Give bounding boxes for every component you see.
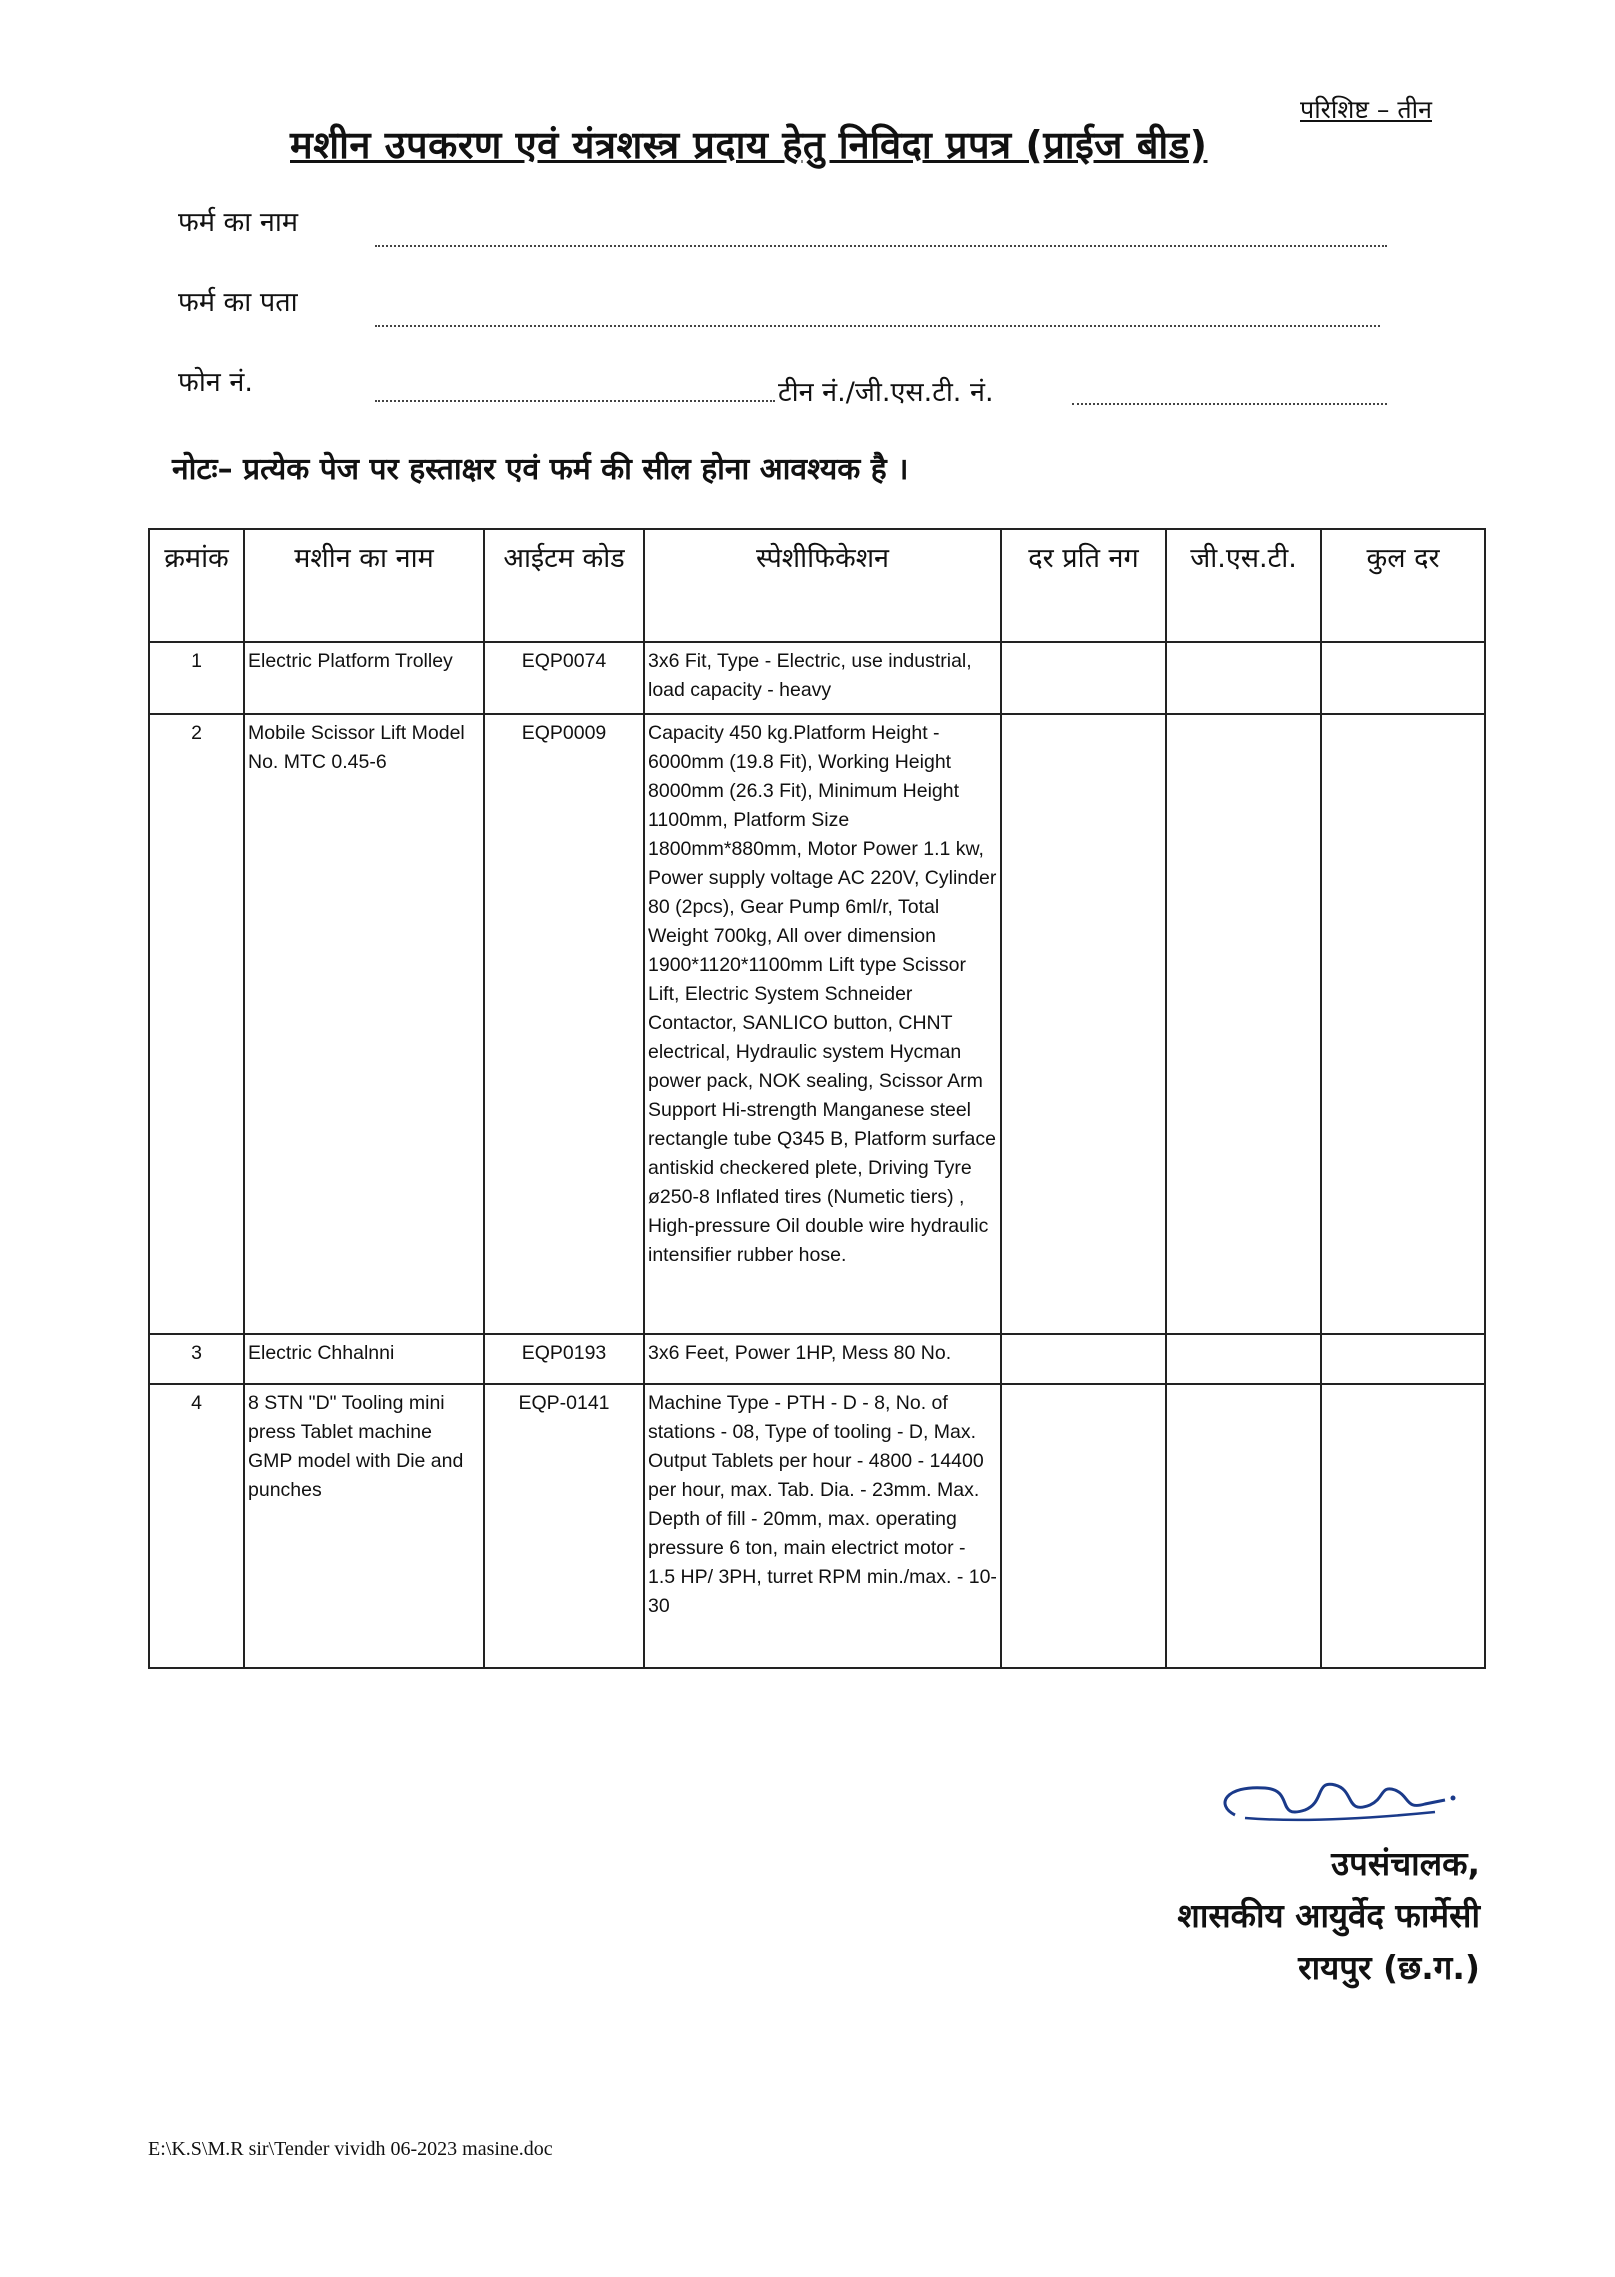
- cell-rate-input[interactable]: [1001, 714, 1166, 1334]
- table-row: [149, 714, 1485, 1334]
- cell-machine-name: Electric Platform Trolley: [244, 642, 484, 714]
- note-text: नोटः– प्रत्येक पेज पर हस्ताक्षर एवं फर्म की सील होना आवश्यक है ।: [172, 452, 909, 487]
- cell-sn: 1: [149, 642, 244, 714]
- header-machine-name: मशीन का नाम: [244, 529, 484, 642]
- firm-name-field[interactable]: [375, 245, 1387, 247]
- cell-total-input[interactable]: [1321, 714, 1485, 1334]
- cell-specification: 3x6 Feet, Power 1HP, Mess 80 No.: [644, 1334, 1001, 1384]
- firm-name-label: फर्म का नाम: [178, 207, 298, 238]
- tin-gst-label: टीन नं./जी.एस.टी. नं.: [778, 377, 994, 408]
- document-title: मशीन उपकरण एवं यंत्रशस्त्र प्रदाय हेतु निविदा प्रपत्र (प्राईज बीड): [290, 123, 1208, 167]
- phone-label: फोन नं.: [178, 367, 253, 398]
- table-header-row: [149, 529, 1485, 642]
- cell-item-code: EQP0009: [484, 714, 644, 1334]
- cell-specification: Capacity 450 kg.Platform Height - 6000mm (19.8 Fit), Working Height 8000mm (26.3 Fit), Minimum Height 1100mm, Platform Size 1800mm*880mm, Motor Power 1.1 kw, Power supply voltage AC 220V, Cylinder 80 (2pcs), Gear Pump 6ml/r, Total Weight 700kg, All over dimension 1900*1120*1100mm Lift type Scissor Lift, Electric System Schneider Contactor, SANLICO button, CHNT electrical, Hydraulic system Hycman power pack, NOK sealing, Scissor Arm Support Hi-strength Manganese steel rectangle tube Q345 B, Platform surface antiskid checkered plete, Driving Tyre ø250-8 Inflated tires (Numetic tiers) , High-pressure Oil double wire hydraulic intensifier rubber hose.: [644, 714, 1001, 1334]
- cell-machine-name: Electric Chhalnni: [244, 1334, 484, 1384]
- cell-sn: 4: [149, 1384, 244, 1668]
- signatory-office: शासकीय आयुर्वेद फार्मेसी: [1177, 1896, 1480, 1935]
- cell-gst-input[interactable]: [1166, 1334, 1321, 1384]
- header-item-code: आईटम कोड: [484, 529, 644, 642]
- signatory-block: [1177, 1838, 1480, 1994]
- firm-address-label: फर्म का पता: [178, 287, 298, 318]
- cell-specification: 3x6 Fit, Type - Electric, use industrial, load capacity - heavy: [644, 642, 1001, 714]
- header-sn: क्रमांक: [149, 529, 244, 642]
- cell-item-code: EQP-0141: [484, 1384, 644, 1668]
- cell-rate-input[interactable]: [1001, 1384, 1166, 1668]
- table-row: [149, 642, 1485, 714]
- price-bid-table: [148, 528, 1486, 1669]
- cell-total-input[interactable]: [1321, 642, 1485, 714]
- cell-gst-input[interactable]: [1166, 642, 1321, 714]
- phone-field[interactable]: [375, 400, 775, 402]
- cell-item-code: EQP0074: [484, 642, 644, 714]
- header-gst: जी.एस.टी.: [1166, 529, 1321, 642]
- header-total-rate: कुल दर: [1321, 529, 1485, 642]
- cell-sn: 2: [149, 714, 244, 1334]
- cell-machine-name: 8 STN "D" Tooling mini press Tablet machine GMP model with Die and punches: [244, 1384, 484, 1668]
- cell-total-input[interactable]: [1321, 1334, 1485, 1384]
- header-specification: स्पेशीफिकेशन: [644, 529, 1001, 642]
- cell-rate-input[interactable]: [1001, 642, 1166, 714]
- cell-gst-input[interactable]: [1166, 714, 1321, 1334]
- header-rate-per-unit: दर प्रति नग: [1001, 529, 1166, 642]
- firm-address-field[interactable]: [375, 325, 1380, 327]
- table-row: [149, 1334, 1485, 1384]
- cell-machine-name: Mobile Scissor Lift Model No. MTC 0.45-6: [244, 714, 484, 1334]
- cell-item-code: EQP0193: [484, 1334, 644, 1384]
- annex-label: परिशिष्ट – तीन: [1300, 95, 1432, 124]
- cell-sn: 3: [149, 1334, 244, 1384]
- cell-rate-input[interactable]: [1001, 1334, 1166, 1384]
- footer-file-path: E:\K.S\M.R sir\Tender vividh 06-2023 masine.doc: [148, 2138, 553, 2160]
- cell-specification: Machine Type - PTH - D - 8, No. of stations - 08, Type of tooling - D, Max. Output Tablets per hour - 4800 - 14400 per hour, max. Tab. Dia. - 23mm. Max. Depth of fill - 20mm, max. operating pressure 6 ton, main electrict motor - 1.5 HP/ 3PH, turret RPM min./max. - 10-30: [644, 1384, 1001, 1668]
- signatory-place: रायपुर (छ.ग.): [1298, 1948, 1480, 1987]
- signature-image: [1205, 1760, 1465, 1850]
- tin-gst-field[interactable]: [1072, 403, 1387, 405]
- signatory-designation: उपसंचालक,: [1331, 1844, 1480, 1883]
- table-row: [149, 1384, 1485, 1668]
- cell-gst-input[interactable]: [1166, 1384, 1321, 1668]
- cell-total-input[interactable]: [1321, 1384, 1485, 1668]
